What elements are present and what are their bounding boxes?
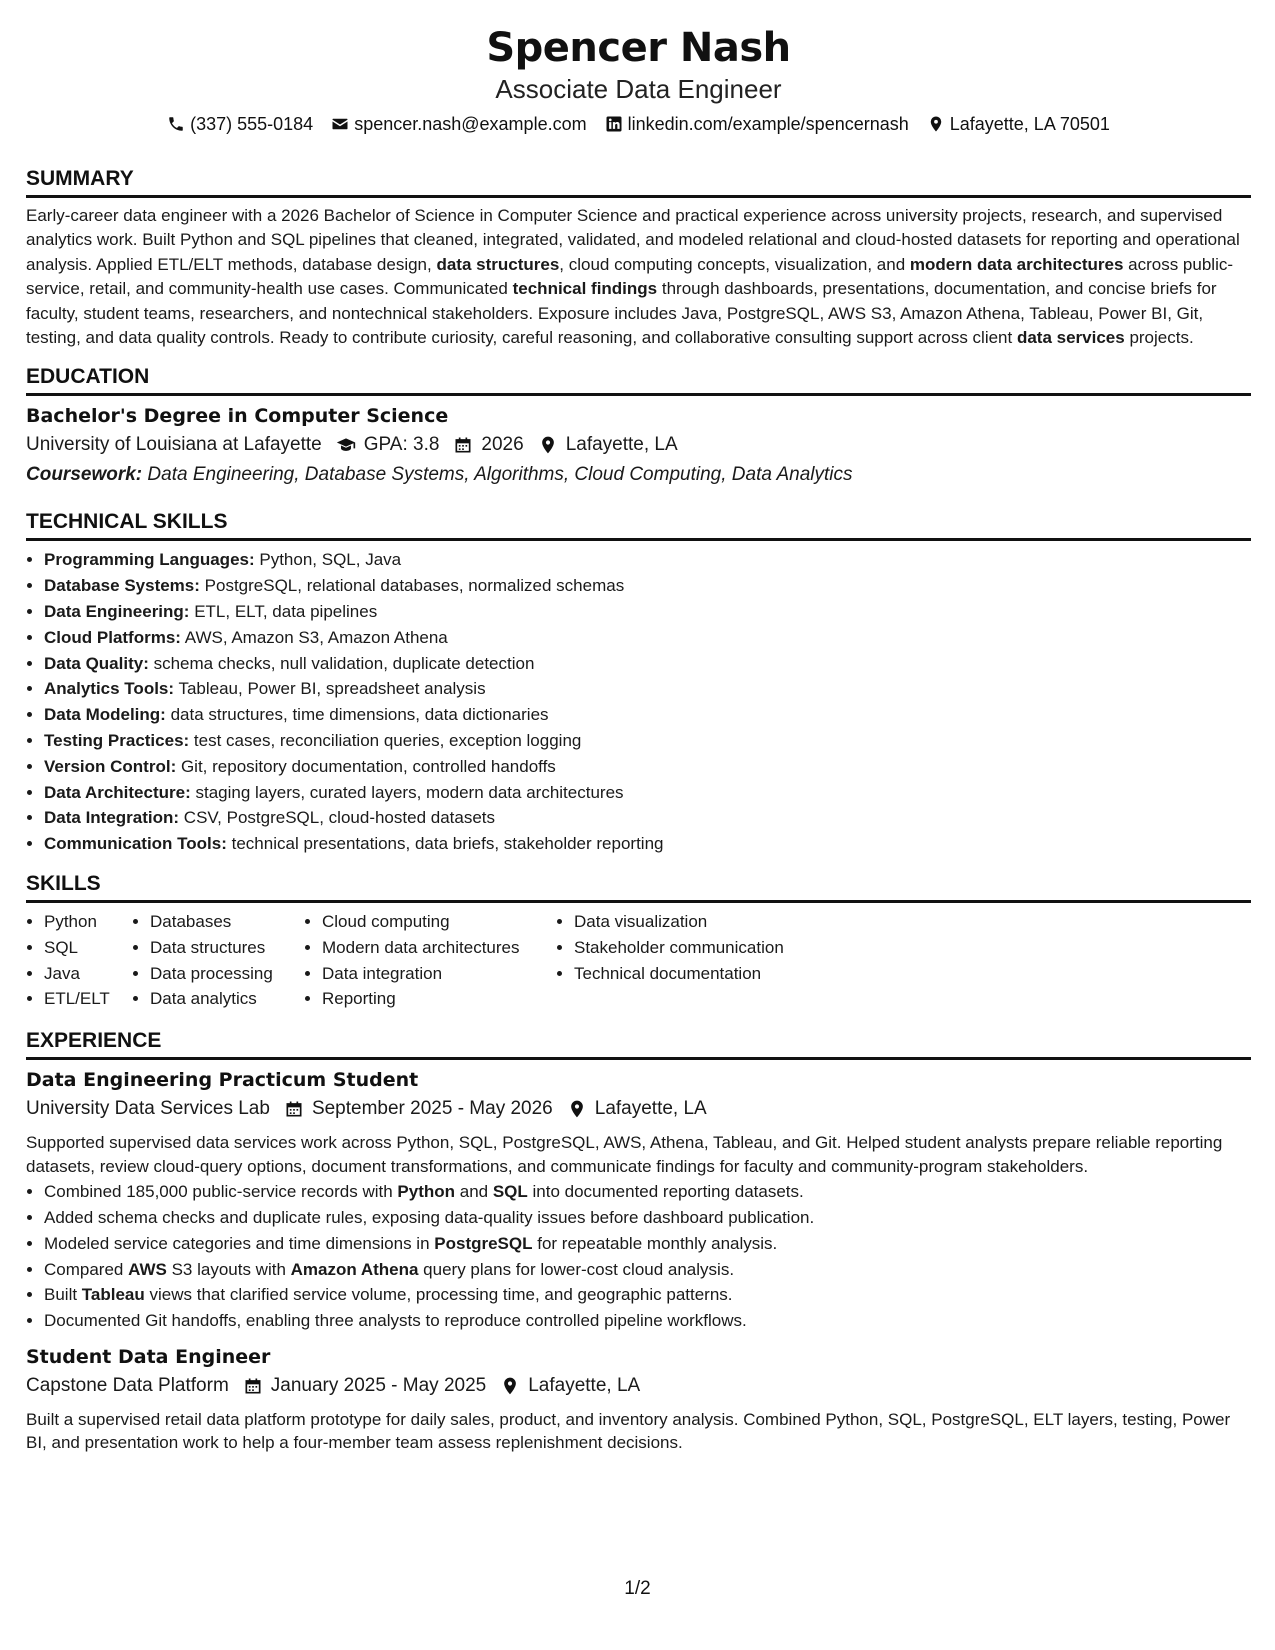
skills-grid (26, 909, 1251, 1012)
linkedin-icon (605, 115, 623, 133)
contact-linkedin[interactable] (605, 112, 909, 136)
technical-skill-label: Communication Tools: (44, 834, 227, 854)
page-number: 1/2 (624, 1578, 651, 1599)
job-bullet: • Built Tableau views that clarified service volume, processing time, and geographic patterns. (44, 1282, 1251, 1308)
technical-skill-item (44, 831, 1251, 857)
phone-icon (167, 115, 185, 133)
job-meta (26, 1095, 1251, 1123)
calendar-icon (243, 1376, 263, 1396)
job-org: University Data Services Lab (26, 1098, 270, 1120)
technical-skill-value: data structures, time dimensions, data dictionaries (165, 705, 549, 725)
technical-skill-value: CSV, PostgreSQL, cloud-hosted datasets (179, 808, 496, 828)
job-location-group (567, 1095, 707, 1123)
technical-skill-item (44, 599, 1251, 625)
job-meta (26, 1372, 1251, 1400)
technical-skill-item (44, 547, 1251, 573)
education-section (26, 364, 1251, 489)
location-text: Lafayette, LA 70501 (949, 114, 1110, 134)
technical-skill-item (44, 625, 1251, 651)
contact-email[interactable] (331, 112, 586, 136)
email-text: spencer.nash@example.com (354, 114, 587, 134)
skills-section (26, 871, 1251, 1012)
contact-location (927, 112, 1110, 136)
technical-skill-item (44, 702, 1251, 728)
calendar-icon (453, 435, 473, 455)
technical-skill-label: Testing Practices: (44, 731, 190, 751)
technical-skill-label: Version Control: (44, 756, 177, 776)
coursework-list: Data Engineering, Database Systems, Algorithms, Cloud Computing, Data Analytics (142, 464, 853, 486)
technical-skill-value: PostgreSQL, relational databases, normalized schemas (199, 576, 625, 596)
candidate-role: Associate Data Engineer (495, 74, 782, 104)
edu-location-group (538, 431, 678, 459)
summary-text: Early-career data engineer with a 2026 Bachelor of Science in Computer Science and practical experience across university projects, research, and supervised analytics work. Built Python and SQL pipelines that cleaned, integrated, validated, and modeled relational and cloud-hosted datasets for reporting and operational analysis. Applied ETL/ELT methods, database design, data structures, cloud computing concepts, visualization, and modern data architectures across public-service, retail, and community-health use cases. Communicated technical findings through dashboards, presentations, documentation, and concise briefs for faculty, student teams, researchers, and nontechnical stakeholders. Exposure includes Java, PostgreSQL, AWS S3, Amazon Athena, Tableau, Power BI, Git, testing, and data quality controls. Ready to contribute curiosity, careful reasoning, and collaborative consulting support across client data services projects. (26, 206, 1240, 348)
technical-skills-section (26, 509, 1251, 857)
technical-skill-label: Data Modeling: (44, 705, 166, 725)
skill-item: • SQL (44, 935, 132, 961)
graduation-cap-icon (336, 435, 356, 455)
technical-skill-item (44, 805, 1251, 831)
experience-heading: EXPERIENCE (26, 1028, 1251, 1060)
skill-item: • Databases (150, 909, 304, 935)
map-pin-icon (538, 435, 558, 455)
skill-item: • Java (44, 961, 132, 987)
education-heading: EDUCATION (26, 364, 1251, 396)
school-name: University of Louisiana at Lafayette (26, 434, 322, 456)
graduation-year: 2026 (481, 434, 524, 456)
skill-item: • Stakeholder communication (574, 935, 854, 961)
map-pin-icon (927, 115, 945, 133)
technical-skill-item (44, 676, 1251, 702)
skill-item: • Modern data architectures (322, 935, 556, 961)
technical-skill-item (44, 651, 1251, 677)
technical-skill-value: schema checks, null validation, duplicate detection (148, 653, 535, 673)
technical-skill-label: Data Engineering: (44, 602, 190, 622)
gpa-group (336, 431, 440, 459)
skills-column (304, 909, 556, 1012)
phone-text: (337) 555-0184 (190, 114, 314, 134)
job-org: Capstone Data Platform (26, 1374, 229, 1396)
skills-column (26, 909, 132, 1012)
job-location-group (500, 1372, 640, 1400)
envelope-icon (331, 115, 349, 133)
technical-skill-label: Data Integration: (44, 808, 180, 828)
skill-item: • Data processing (150, 961, 304, 987)
technical-skill-item (44, 573, 1251, 599)
job-description: Supported supervised data services work across Python, SQL, PostgreSQL, AWS, Athena, Tableau, and Git. Helped student analysts prepare reliable reporting datasets, review cloud-query options, document transformations, and communicate findings for faculty and community-program stakeholders. (26, 1133, 1223, 1176)
job-entry (26, 1344, 1251, 1455)
skill-item: • Data structures (150, 935, 304, 961)
job-bullet: • Compared AWS S3 layouts with Amazon Athena query plans for lower-cost cloud analysis. (44, 1257, 1251, 1283)
skill-item: • Reporting (322, 986, 556, 1012)
technical-skill-value: Python, SQL, Java (254, 550, 402, 570)
technical-skill-value: AWS, Amazon S3, Amazon Athena (180, 627, 448, 647)
calendar-icon (284, 1099, 304, 1119)
technical-skill-value: Git, repository documentation, controlled handoffs (176, 756, 556, 776)
skill-item: • Python (44, 909, 132, 935)
map-pin-icon (567, 1099, 587, 1119)
summary-heading: SUMMARY (26, 166, 1251, 198)
linkedin-text: linkedin.com/example/spencernash (627, 114, 909, 134)
skill-item: • Data integration (322, 961, 556, 987)
degree-title: Bachelor's Degree in Computer Science (26, 405, 449, 428)
technical-skill-value: ETL, ELT, data pipelines (189, 602, 378, 622)
technical-skill-label: Analytics Tools: (44, 679, 175, 699)
school-location: Lafayette, LA (565, 434, 678, 456)
skill-item: • ETL/ELT (44, 986, 132, 1012)
technical-skill-label: Programming Languages: (44, 550, 255, 570)
skill-item: • Cloud computing (322, 909, 556, 935)
job-title: Student Data Engineer (26, 1345, 271, 1368)
job-description: Built a supervised retail data platform prototype for daily sales, product, and inventory analysis. Combined Python, SQL, PostgreSQL, ELT layers, testing, Power BI, and presentation work to help a four-member team assess replenishment decisions. (26, 1409, 1231, 1453)
experience-section (26, 1028, 1251, 1455)
technical-skill-label: Data Quality: (44, 653, 149, 673)
technical-skill-label: Database Systems: (44, 576, 200, 596)
technical-skill-value: technical presentations, data briefs, stakeholder reporting (226, 834, 664, 854)
job-bullets (26, 1179, 1251, 1334)
job-bullet: • Modeled service categories and time dimensions in PostgreSQL for repeatable monthly analysis. (44, 1231, 1251, 1257)
contact-phone[interactable] (167, 112, 313, 136)
jobs-list (26, 1067, 1251, 1455)
skill-item: • Data visualization (574, 909, 854, 935)
technical-skill-value: Tableau, Power BI, spreadsheet analysis (174, 679, 486, 699)
skills-column (132, 909, 304, 1012)
job-bullet: • Documented Git handoffs, enabling three analysts to reproduce controlled pipeline workflows. (44, 1308, 1251, 1334)
skills-heading: SKILLS (26, 871, 1251, 903)
job-location: Lafayette, LA (528, 1374, 641, 1396)
technical-skills-heading: TECHNICAL SKILLS (26, 509, 1251, 541)
technical-skill-item (44, 754, 1251, 780)
job-bullet: • Combined 185,000 public-service records with Python and SQL into documented reporting datasets. (44, 1179, 1251, 1205)
technical-skills-list (26, 547, 1251, 857)
technical-skill-value: test cases, reconciliation queries, exception logging (189, 731, 582, 751)
resume-page (26, 22, 1251, 1455)
job-title: Data Engineering Practicum Student (26, 1069, 419, 1092)
education-meta (26, 431, 1251, 459)
job-entry (26, 1067, 1251, 1334)
job-bullet: • Added schema checks and duplicate rules, exposing data-quality issues before dashboard publication. (44, 1205, 1251, 1231)
gpa-text: GPA: 3.8 (363, 434, 440, 456)
contact-bar (26, 112, 1251, 136)
year-group (453, 431, 523, 459)
skill-item: • Technical documentation (574, 961, 854, 987)
technical-skill-item (44, 728, 1251, 754)
coursework-label: Coursework: (26, 464, 143, 486)
job-location: Lafayette, LA (594, 1098, 707, 1120)
job-dates: January 2025 - May 2025 (270, 1374, 487, 1396)
summary-section (26, 166, 1251, 350)
technical-skill-label: Cloud Platforms: (44, 627, 181, 647)
job-dates-group (243, 1372, 486, 1400)
job-dates: September 2025 - May 2026 (311, 1098, 553, 1120)
job-dates-group (284, 1095, 553, 1123)
skill-item: • Data analytics (150, 986, 304, 1012)
coursework-line (26, 461, 1251, 489)
technical-skill-label: Data Architecture: (44, 782, 191, 802)
technical-skill-item (44, 780, 1251, 806)
candidate-name: Spencer Nash (486, 25, 791, 71)
map-pin-icon (500, 1376, 520, 1396)
technical-skill-value: staging layers, curated layers, modern data architectures (190, 782, 624, 802)
skills-column (556, 909, 854, 1012)
